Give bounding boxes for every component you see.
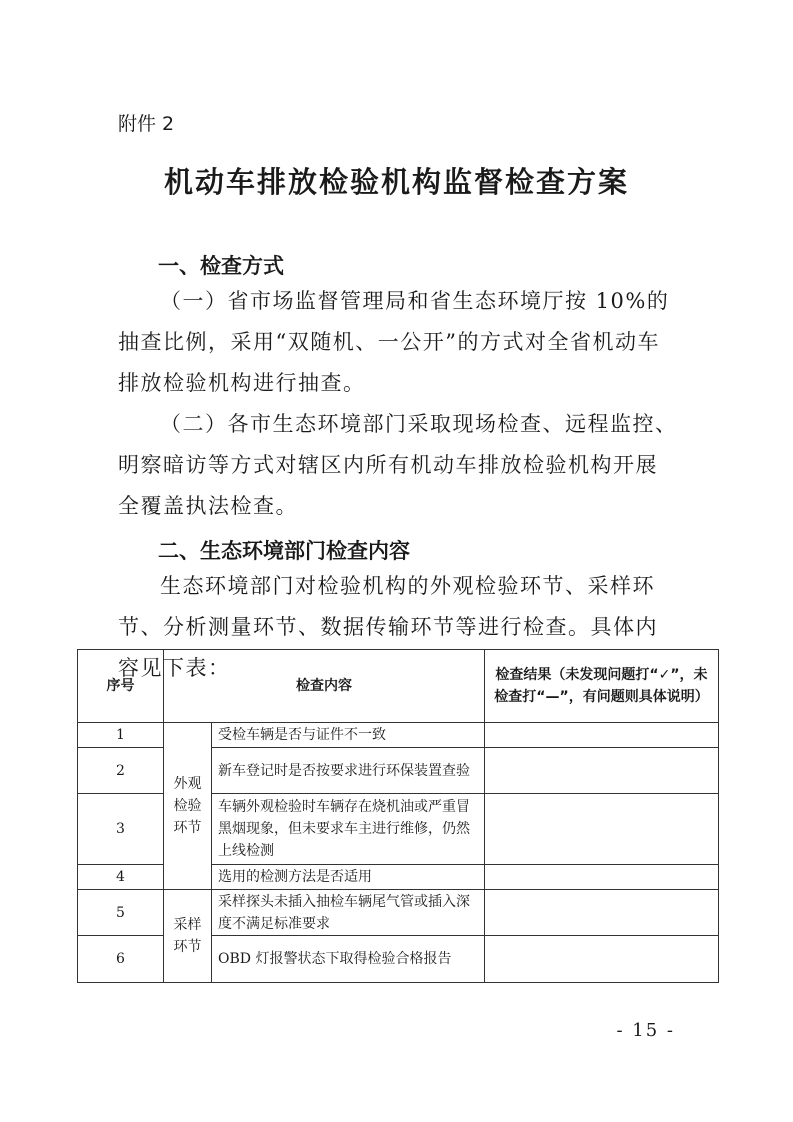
table-header-row bbox=[78, 650, 719, 723]
result-cell bbox=[485, 865, 719, 890]
result-cell bbox=[485, 890, 719, 936]
section1-heading: 一、检查方式 bbox=[158, 254, 284, 278]
result-cell bbox=[485, 723, 719, 748]
row-number: 3 bbox=[78, 794, 164, 865]
result-cell bbox=[485, 794, 719, 865]
row-content: 车辆外观检验时车辆存在烧机油或严重冒黑烟现象，但未要求车主进行维修，仍然上线检测 bbox=[212, 794, 485, 865]
paragraph-2: （二）各市生态环境部门采取现场检查、远程监控、明察暗访等方式对辖区内所有机动车排放检验机构开展全覆盖执法检查。 bbox=[118, 412, 678, 518]
result-cell bbox=[485, 748, 719, 794]
result-cell bbox=[485, 936, 719, 983]
row-content: OBD 灯报警状态下取得检验合格报告 bbox=[212, 936, 485, 983]
row-number: 4 bbox=[78, 865, 164, 890]
group-appearance: 外观检验环节 bbox=[164, 723, 212, 890]
header-content: 检查内容 bbox=[164, 650, 485, 723]
table-row bbox=[78, 890, 719, 936]
page-number: - 15 - bbox=[616, 1020, 675, 1041]
group-sampling: 采样环节 bbox=[164, 890, 212, 983]
row-number: 5 bbox=[78, 890, 164, 936]
row-content: 新车登记时是否按要求进行环保装置查验 bbox=[212, 748, 485, 794]
header-no: 序号 bbox=[78, 650, 164, 723]
page-title: 机动车排放检验机构监督检查方案 bbox=[163, 165, 629, 199]
row-content: 选用的检测方法是否适用 bbox=[212, 865, 485, 890]
header-result: 检查结果（未发现问题打“✓”，未检查打“—”，有问题则具体说明） bbox=[485, 650, 719, 723]
attachment-label: 附件 2 bbox=[118, 113, 175, 135]
section2-heading: 二、生态环境部门检查内容 bbox=[158, 539, 410, 563]
paragraph-1: （一）省市场监督管理局和省生态环境厅按 10%的抽查比例，采用“双随机、一公开”的方式对全省机动车排放检验机构进行抽查。 bbox=[118, 289, 670, 395]
row-number: 2 bbox=[78, 748, 164, 794]
paragraph-3: 生态环境部门对检验机构的外观检验环节、采样环节、分析测量环节、数据传输环节等进行检查。具体内容见下表： bbox=[118, 574, 658, 680]
table-row bbox=[78, 723, 719, 748]
row-number: 1 bbox=[78, 723, 164, 748]
inspection-table bbox=[77, 649, 719, 983]
row-content: 采样探头未插入抽检车辆尾气管或插入深度不满足标准要求 bbox=[212, 890, 485, 936]
row-number: 6 bbox=[78, 936, 164, 983]
row-content: 受检车辆是否与证件不一致 bbox=[212, 723, 485, 748]
